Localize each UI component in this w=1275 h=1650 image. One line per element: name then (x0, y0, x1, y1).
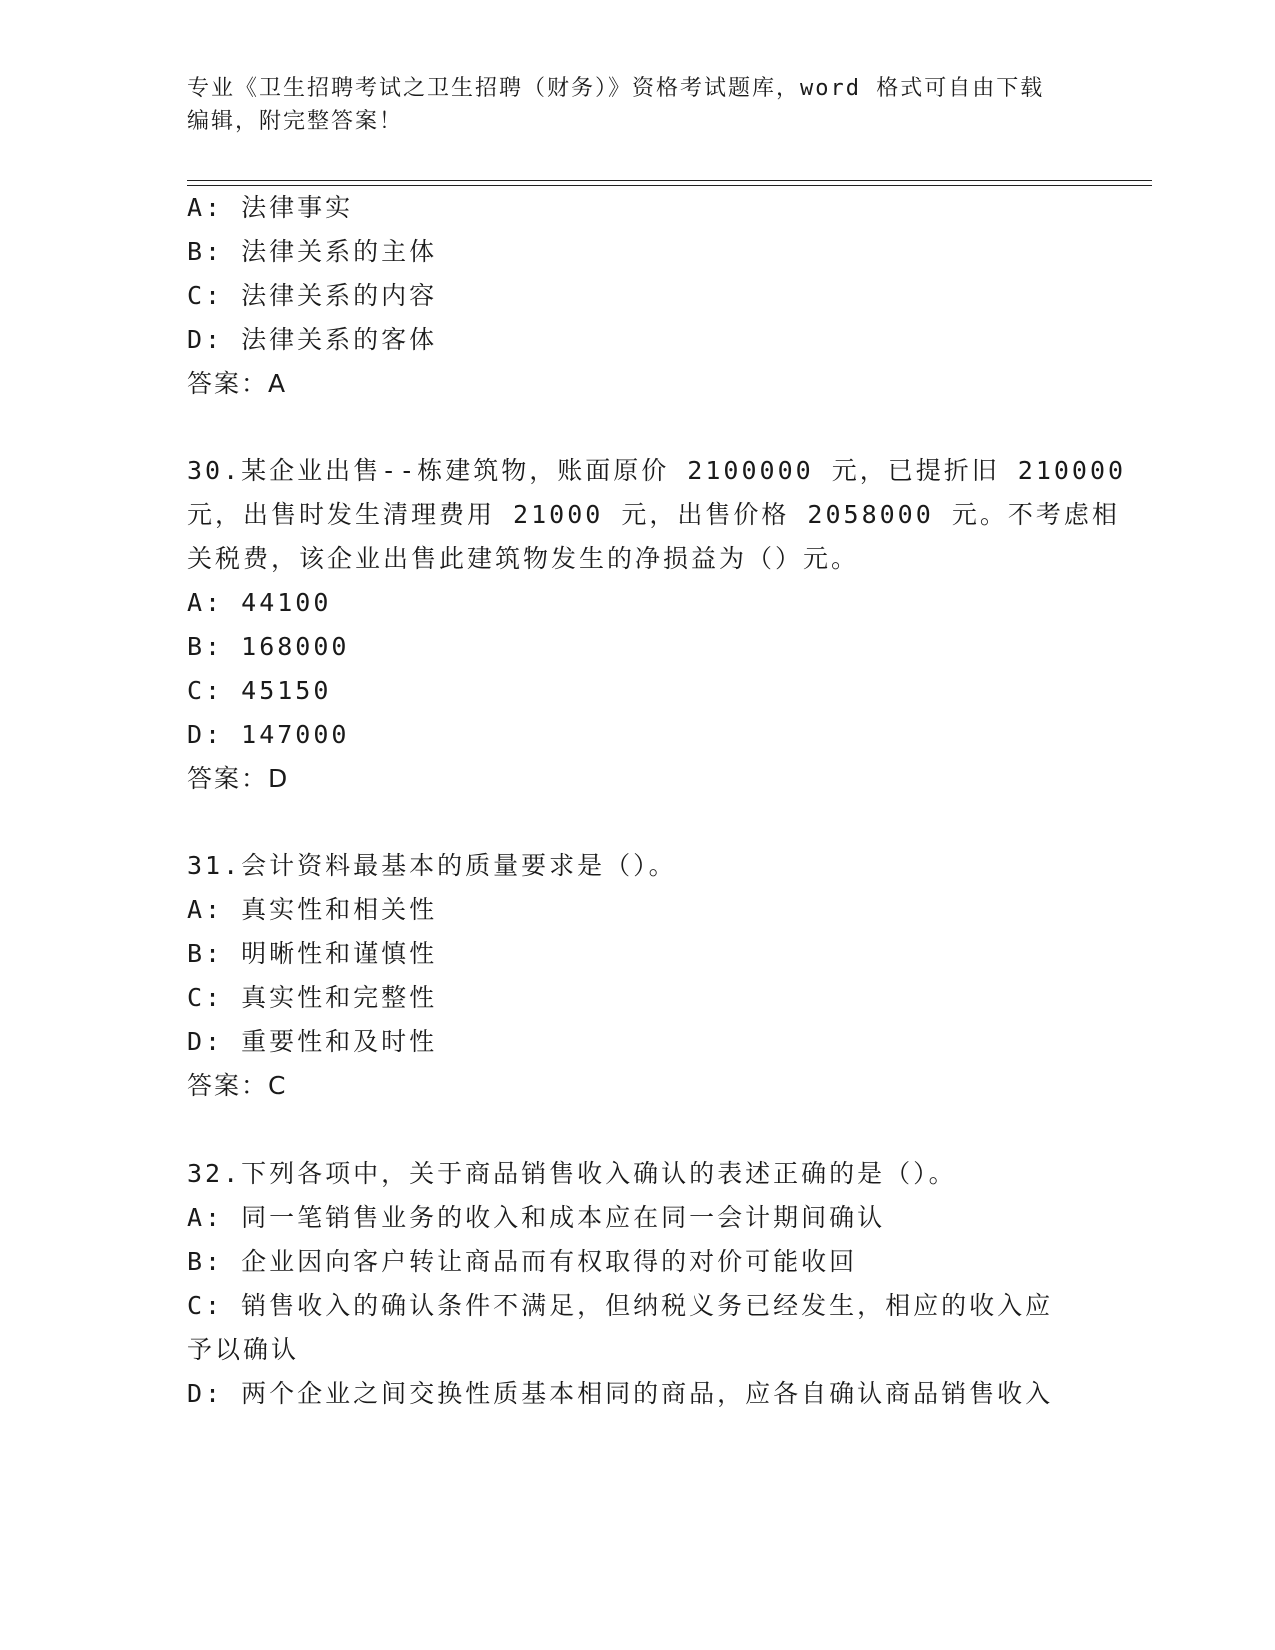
q32-option-c-line-2: 予以确认 (187, 1335, 300, 1364)
q30-stem-line-3: 关税费，该企业出售此建筑物发生的净损益为（）元。 (187, 544, 860, 573)
q30-option-d: D: 147000 (187, 720, 350, 749)
q31-stem: 31.会计资料最基本的质量要求是（）。 (187, 851, 677, 880)
q30-option-c: C: 45150 (187, 676, 332, 705)
q30-stem-line-2: 元，出售时发生清理费用 21000 元，出售价格 2058000 元。不考虑相 (187, 500, 1120, 529)
q30-option-a: A: 44100 (187, 588, 332, 617)
q32-stem: 32.下列各项中，关于商品销售收入确认的表述正确的是（）。 (187, 1159, 957, 1188)
q31-option-c: C: 真实性和完整性 (187, 983, 438, 1012)
q31-option-d: D: 重要性和及时性 (187, 1027, 438, 1056)
header-divider-bottom (187, 185, 1152, 186)
q31-answer: 答案：C (187, 1071, 288, 1100)
q31-option-b: B: 明晰性和谨慎性 (187, 939, 438, 968)
q30-option-b: B: 168000 (187, 632, 350, 661)
q32-option-d: D: 两个企业之间交换性质基本相同的商品，应各自确认商品销售收入 (187, 1379, 1054, 1408)
q32-option-c-line-1: C: 销售收入的确认条件不满足，但纳税义务已经发生，相应的收入应 (187, 1291, 1054, 1320)
header-divider-top (187, 180, 1152, 181)
q29-option-a: A: 法律事实 (187, 193, 354, 222)
document-header (187, 72, 1067, 138)
q29-option-d: D: 法律关系的客体 (187, 325, 438, 354)
q29-answer: 答案：A (187, 369, 288, 398)
header-line-1: 专业《卫生招聘考试之卫生招聘（财务）》资格考试题库，word 格式可自由下载 (187, 76, 1045, 101)
header-line-2: 编辑，附完整答案！ (187, 109, 404, 134)
q30-stem-line-1: 30.某企业出售--栋建筑物，账面原价 2100000 元，已提折旧 210000 (187, 456, 1127, 485)
q29-option-c: C: 法律关系的内容 (187, 281, 438, 310)
q31-option-a: A: 真实性和相关性 (187, 895, 438, 924)
q32-option-b: B: 企业因向客户转让商品而有权取得的对价可能收回 (187, 1247, 858, 1276)
q32-option-a: A: 同一笔销售业务的收入和成本应在同一会计期间确认 (187, 1203, 886, 1232)
q30-answer: 答案：D (187, 764, 290, 793)
q29-option-b: B: 法律关系的主体 (187, 237, 438, 266)
